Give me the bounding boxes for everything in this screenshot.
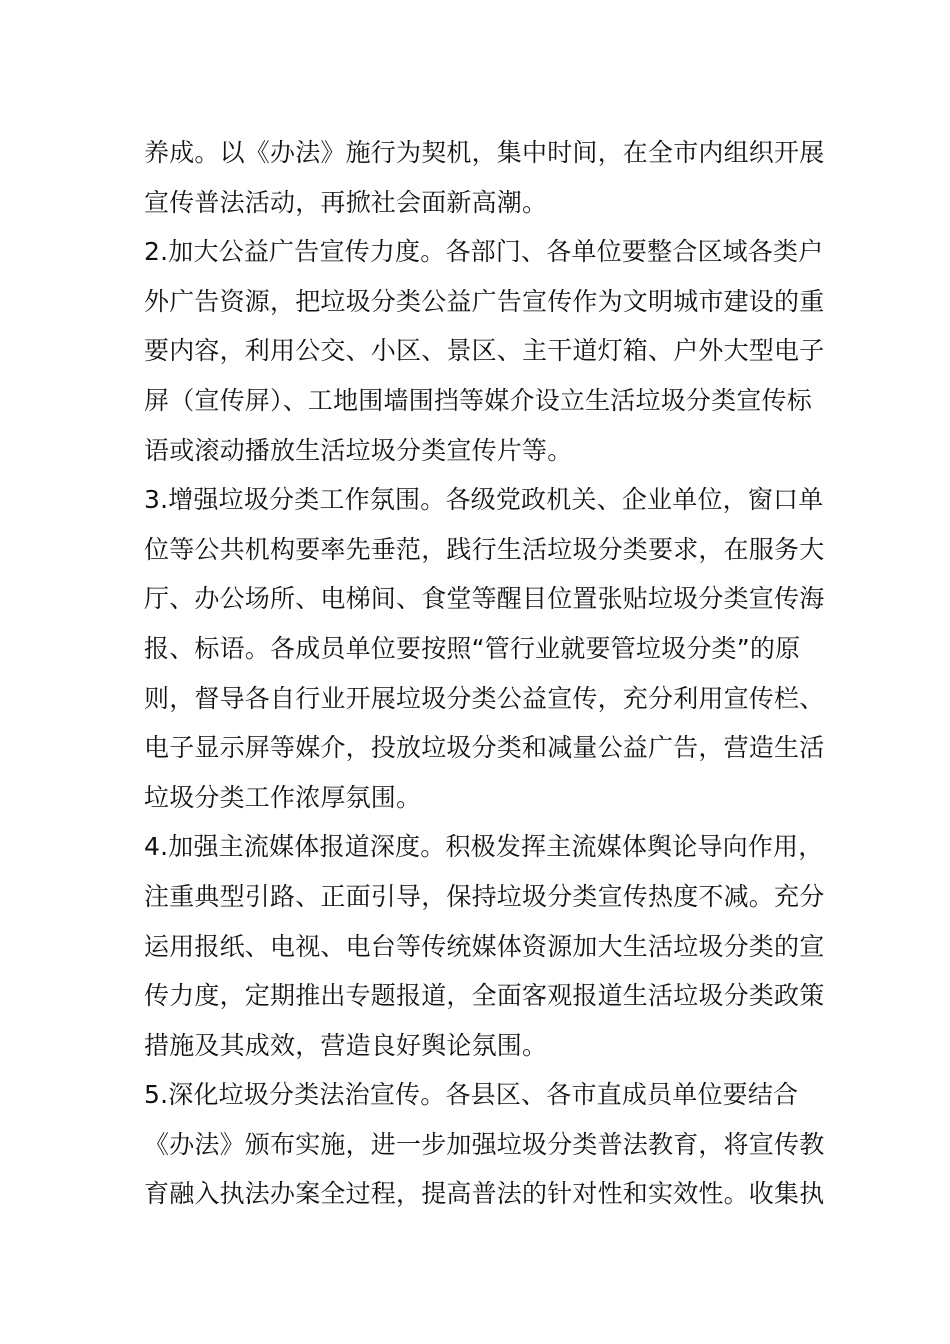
text-line: 5.深化垃圾分类法治宣传。各县区、各市直成员单位要结合 <box>144 1080 799 1110</box>
text-line: 则，督导各自行业开展垃圾分类公益宣传，充分利用宣传栏、 <box>144 683 825 713</box>
text-line: 育融入执法办案全过程，提高普法的针对性和实效性。收集执 <box>144 1179 825 1209</box>
text-line: 2.加大公益广告宣传力度。各部门、各单位要整合区域各类户 <box>144 237 824 267</box>
body-text <box>144 128 825 1219</box>
text-line: 厅、办公场所、电梯间、食堂等醒目位置张贴垃圾分类宣传海 <box>144 584 825 614</box>
text-line: 报、标语。各成员单位要按照“管行业就要管垃圾分类”的原 <box>144 633 801 663</box>
text-line: 传力度，定期推出专题报道，全面客观报道生活垃圾分类政策 <box>144 981 825 1011</box>
text-line: 位等公共机构要率先垂范，践行生活垃圾分类要求，在服务大 <box>144 534 825 564</box>
text-line: 屏（宣传屏）、工地围墙围挡等媒介设立生活垃圾分类宣传标 <box>144 385 812 415</box>
text-line: 《办法》颁布实施，进一步加强垃圾分类普法教育，将宣传教 <box>144 1129 825 1159</box>
text-line: 3.增强垃圾分类工作氛围。各级党政机关、企业单位，窗口单 <box>144 485 824 515</box>
text-line: 垃圾分类工作浓厚氛围。 <box>144 782 422 812</box>
text-line: 要内容，利用公交、小区、景区、主干道灯箱、户外大型电子 <box>144 336 825 366</box>
text-line: 外广告资源，把垃圾分类公益广告宣传作为文明城市建设的重 <box>144 286 825 316</box>
text-line: 运用报纸、电视、电台等传统媒体资源加大生活垃圾分类的宣 <box>144 931 825 961</box>
text-line: 养成。以《办法》施行为契机，集中时间，在全市内组织开展 <box>144 138 825 167</box>
text-line: 宣传普法活动，再掀社会面新高潮。 <box>144 187 548 217</box>
text-line: 语或滚动播放生活垃圾分类宣传片等。 <box>144 435 573 465</box>
text-line: 4.加强主流媒体报道深度。积极发挥主流媒体舆论导向作用， <box>144 832 824 862</box>
text-line: 电子显示屏等媒介，投放垃圾分类和减量公益广告，营造生活 <box>144 733 825 763</box>
text-line: 措施及其成效，营造良好舆论氛围。 <box>144 1030 548 1060</box>
text-line: 注重典型引路、正面引导，保持垃圾分类宣传热度不减。充分 <box>144 881 825 911</box>
